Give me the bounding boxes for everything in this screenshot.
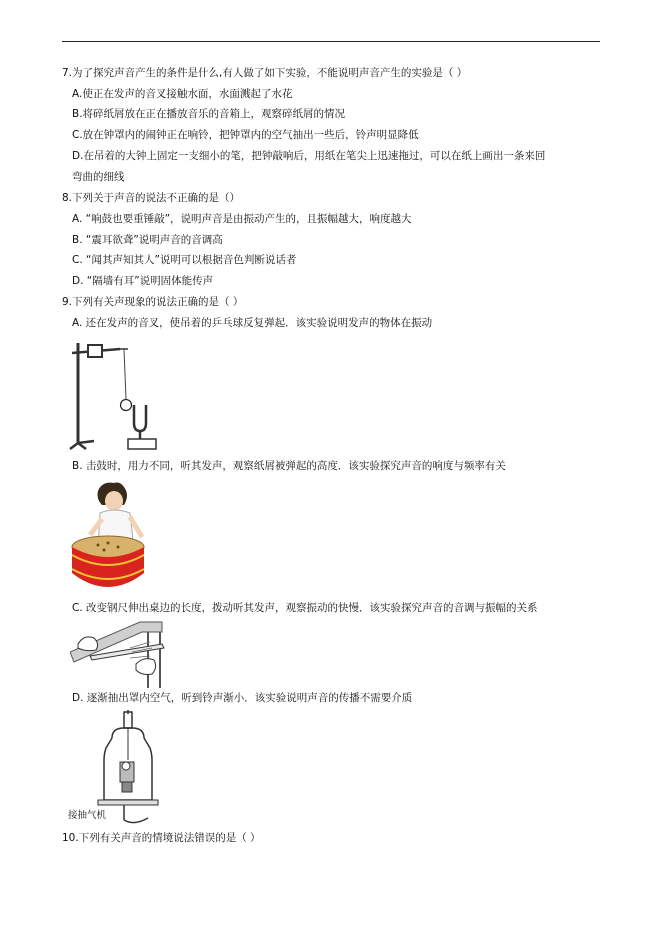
q8-option-c: C. “闻其声知其人”说明可以根据音色判断说话者 xyxy=(72,254,297,266)
ruler-figure xyxy=(70,618,166,690)
q9-option-a: A. 还在发声的音叉，使吊着的乒乓球反复弹起．该实验说明发声的物体在振动 xyxy=(72,317,433,329)
pump-label: 接抽气机 xyxy=(68,810,107,821)
q8-option-d: D. “隔墙有耳”说明固体能传声 xyxy=(72,275,214,287)
q9-option-c: C. 改变钢尺伸出桌边的长度，拨动听其发声，观察振动的快慢．该实验探究声音的音调与振幅的关系 xyxy=(72,602,538,614)
q7-option-d-line1: D.在吊着的大钟上固定一支细小的笔，把钟敲响后，用纸在笔尖上迅速拖过，可以在纸上画出一条来回 xyxy=(72,150,546,162)
q9-option-b: B. 击鼓时，用力不同，听其发声，观察纸屑被弹起的高度．该实验探究声音的响度与频率有关 xyxy=(72,460,506,472)
q7-option-a: A.使正在发声的音叉接触水面，水面溅起了水花 xyxy=(72,88,293,100)
q7-option-d-line2: 弯曲的细线 xyxy=(72,171,125,183)
q9-option-d: D. 逐渐抽出罩内空气，听到铃声渐小．该实验说明声音的传播不需要介质 xyxy=(72,692,413,704)
q8-option-a: A. “响鼓也要重锤敲”，说明声音是由振动产生的，且振幅越大，响度越大 xyxy=(72,213,412,225)
q8-stem: 8.下列关于声音的说法不正确的是（） xyxy=(62,192,241,204)
q7-option-b: B.将碎纸屑放在正在播放音乐的音箱上，观察碎纸屑的情况 xyxy=(72,108,346,120)
q7-option-c: C.放在钟罩内的闹钟正在响铃，把钟罩内的空气抽出一些后，铃声明显降低 xyxy=(72,129,419,141)
header-rule xyxy=(62,41,600,42)
q8-option-b: B. “震耳欲聋”说明声音的音调高 xyxy=(72,234,223,246)
tuning-fork-figure xyxy=(68,335,168,453)
q10-stem: 10.下列有关声音的情境说法错误的是（ ） xyxy=(62,832,261,844)
q9-stem: 9.下列有关声现象的说法正确的是（ ） xyxy=(62,296,244,308)
q7-stem: 7.为了探究声音产生的条件是什么,有人做了如下实验，不能说明声音产生的实验是（ ） xyxy=(62,67,468,79)
drum-figure xyxy=(68,477,158,595)
